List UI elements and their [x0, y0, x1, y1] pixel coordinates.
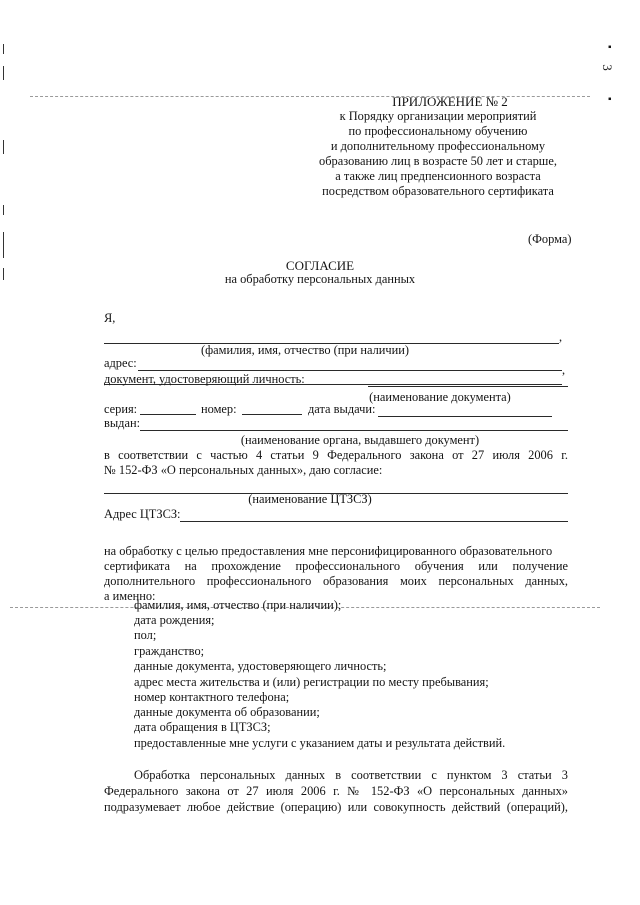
- issued-label: выдан:: [104, 416, 141, 430]
- law-line: в соответствии с частью 4 статьи 9 Федерального закона от 27 июля 2006 г.: [104, 448, 568, 462]
- header-line: и дополнительному профессиональному: [330, 139, 546, 153]
- org-caption: (наименование органа, выдавшего документ): [240, 433, 480, 447]
- list-item: адрес места жительства и (или) регистрации по месту пребывания;: [134, 675, 489, 689]
- address-label: адрес:: [104, 356, 137, 370]
- address-comma: ,: [562, 363, 566, 377]
- margin-mark: [3, 140, 4, 154]
- list-item: фамилия, имя, отчество (при наличии);: [134, 598, 342, 612]
- ctzsz-address-field[interactable]: [180, 521, 568, 522]
- header-line: посредством образовательного сертификата: [322, 184, 554, 198]
- margin-mark: [3, 205, 4, 215]
- processing-line: Обработка персональных данных в соответствии с пунктом 3 статьи 3: [134, 768, 568, 782]
- purpose-line: дополнительного профессионального образования моих персональных данных,: [104, 574, 568, 588]
- purpose-line: сертификата на прохождение профессионального обучения или получение: [104, 559, 568, 573]
- series-label: серия:: [104, 402, 138, 416]
- list-item: данные документа об образовании;: [134, 705, 320, 719]
- list-item: номер контактного телефона;: [134, 690, 290, 704]
- issued-field[interactable]: [140, 430, 568, 431]
- page-number: 3: [599, 64, 615, 71]
- series-field[interactable]: [140, 414, 196, 415]
- header-line: а также лиц предпенсионного возраста: [335, 169, 541, 183]
- purpose-line: а именно:: [104, 589, 156, 603]
- date-label: дата выдачи:: [308, 402, 376, 416]
- address-field[interactable]: [138, 370, 562, 371]
- document-subtitle: на обработку персональных данных: [224, 272, 416, 286]
- list-item: гражданство;: [134, 644, 205, 658]
- doc-field[interactable]: [368, 386, 568, 387]
- document-title: СОГЛАСИЕ: [285, 258, 355, 273]
- margin-dot: ▪: [608, 42, 612, 53]
- doc-caption: (наименование документа): [369, 390, 511, 404]
- header-line: образованию лиц в возрасте 50 лет и старше,: [319, 154, 557, 168]
- number-label: номер:: [201, 402, 237, 416]
- form-label: (Форма): [528, 232, 572, 246]
- margin-mark: [3, 268, 4, 280]
- ctzsz-caption: (наименование ЦТЗСЗ): [248, 492, 372, 506]
- margin-mark: [3, 66, 4, 80]
- list-item: данные документа, удостоверяющего личность;: [134, 659, 387, 673]
- list-item: пол;: [134, 628, 157, 642]
- list-item: дата рождения;: [134, 613, 215, 627]
- date-field[interactable]: [378, 416, 552, 417]
- ctzsz-address-label: Адрес ЦТЗСЗ:: [104, 507, 181, 521]
- law-line: № 152-ФЗ «О персональных данных», даю согласие:: [104, 463, 383, 477]
- fio-caption: (фамилия, имя, отчество (при наличии): [200, 343, 409, 357]
- fio-comma: ,: [559, 330, 563, 344]
- ya-label: Я,: [104, 311, 116, 325]
- appendix-title: ПРИЛОЖЕНИЕ № 2: [392, 94, 508, 109]
- number-field[interactable]: [242, 414, 302, 415]
- margin-mark: [3, 232, 4, 258]
- processing-line: подразумевает любое действие (операцию) или совокупность действий (операций),: [104, 800, 568, 814]
- header-line: к Порядку организации мероприятий: [339, 109, 537, 123]
- margin-dot: ▪: [608, 94, 612, 105]
- list-item: предоставленные мне услуги с указанием даты и результата действий.: [134, 736, 506, 750]
- header-line: по профессиональному обучению: [348, 124, 528, 138]
- doc-label: документ, удостоверяющий личность:: [104, 372, 305, 386]
- list-item: дата обращения в ЦТЗСЗ;: [134, 720, 271, 734]
- processing-line: Федерального закона от 27 июля 2006 г. № 152-ФЗ «О персональных данных»: [104, 784, 568, 798]
- margin-mark: [3, 44, 4, 54]
- purpose-line: на обработку с целью предоставления мне персонифицированного образовательного: [104, 544, 553, 558]
